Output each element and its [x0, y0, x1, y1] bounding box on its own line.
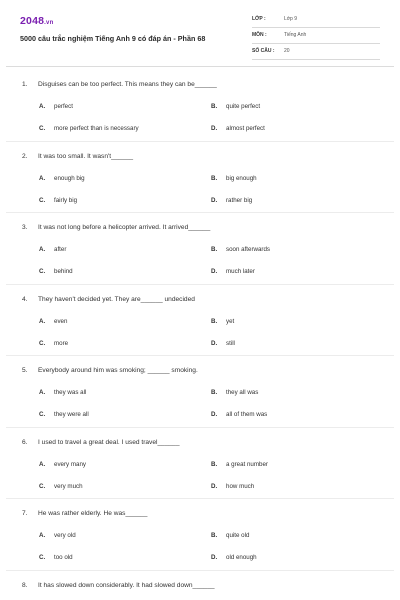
option-b[interactable]: [211, 318, 234, 325]
question-3: [0, 213, 400, 285]
option-letter: C.: [39, 196, 46, 204]
option-letter: C.: [39, 125, 46, 132]
option-c[interactable]: [39, 197, 77, 204]
question-prompt: Disguises can be too perfect. This means they can be______: [38, 81, 217, 88]
option-text: yet: [226, 317, 235, 325]
option-text: much later: [226, 268, 255, 275]
option-letter: D.: [211, 196, 218, 204]
option-letter: B.: [211, 246, 218, 253]
worksheet-header: [0, 0, 400, 66]
option-letter: C.: [39, 554, 46, 561]
option-letter: A.: [39, 246, 46, 253]
option-a[interactable]: [39, 532, 76, 539]
question-text: [22, 439, 180, 446]
option-b[interactable]: [211, 389, 258, 396]
option-d[interactable]: [211, 340, 235, 347]
option-letter: C.: [39, 339, 46, 347]
option-d[interactable]: [211, 197, 252, 204]
option-text: almost perfect: [226, 125, 265, 132]
option-d[interactable]: [211, 268, 255, 275]
option-d[interactable]: [211, 483, 254, 490]
option-letter: D.: [211, 339, 218, 347]
option-letter: A.: [39, 317, 46, 325]
option-letter: D.: [211, 554, 218, 561]
option-text: very old: [54, 532, 76, 539]
option-d[interactable]: [211, 554, 257, 561]
option-letter: B.: [211, 103, 218, 110]
question-4: [0, 285, 400, 357]
option-letter: B.: [211, 532, 218, 539]
option-letter: C.: [39, 268, 46, 275]
option-a[interactable]: [39, 246, 66, 253]
option-a[interactable]: [39, 389, 86, 396]
meta-label: SỐ CÂU :: [252, 48, 275, 54]
option-letter: D.: [211, 268, 218, 275]
question-number: 3.: [22, 224, 28, 231]
option-text: enough big: [54, 174, 85, 182]
meta-label: MÔN :: [252, 32, 267, 38]
meta-row-class: [252, 14, 380, 28]
option-text: soon afterwards: [226, 246, 271, 253]
option-text: perfect: [54, 103, 73, 110]
option-letter: C.: [39, 482, 46, 490]
option-b[interactable]: [211, 246, 270, 253]
option-b[interactable]: [211, 175, 257, 182]
option-text: even: [54, 317, 68, 325]
question-2: [0, 142, 400, 214]
option-text: a great number: [226, 460, 268, 468]
question-number: 4.: [22, 295, 28, 303]
question-number: 2.: [22, 152, 28, 160]
question-number: 6.: [22, 438, 28, 446]
header-divider: [6, 66, 394, 67]
question-prompt: It was not long before a helicopter arrived. It arrived______: [38, 224, 211, 231]
option-letter: B.: [211, 174, 218, 182]
option-d[interactable]: [211, 411, 267, 418]
option-text: more perfect than is necessary: [54, 125, 139, 132]
option-letter: B.: [211, 460, 218, 468]
option-a[interactable]: [39, 175, 85, 182]
option-c[interactable]: [39, 411, 89, 418]
option-c[interactable]: [39, 125, 139, 132]
option-text: they all was: [226, 389, 259, 396]
option-a[interactable]: [39, 318, 67, 325]
option-b[interactable]: [211, 461, 268, 468]
question-prompt: It was too small. It wasn't______: [38, 152, 134, 160]
meta-label: LỚP :: [252, 16, 266, 22]
question-prompt: Everybody around him was smoking; ______ smoking.: [38, 367, 198, 374]
option-text: very much: [54, 482, 83, 490]
option-text: they were all: [54, 411, 89, 418]
option-c[interactable]: [39, 483, 83, 490]
option-letter: A.: [39, 103, 46, 110]
option-letter: D.: [211, 411, 218, 418]
question-number: 1.: [22, 81, 28, 88]
option-text: too old: [54, 554, 73, 561]
option-text: after: [54, 246, 67, 253]
question-number: 7.: [22, 510, 28, 517]
option-b[interactable]: [211, 532, 249, 539]
option-b[interactable]: [211, 103, 260, 110]
question-5: [0, 356, 400, 428]
question-text: [22, 510, 147, 517]
question-text: [22, 367, 198, 374]
question-1: [0, 70, 400, 142]
question-8: [0, 571, 400, 600]
logo-suffix: .vn: [44, 20, 54, 26]
option-text: big enough: [226, 174, 257, 182]
question-6: [0, 428, 400, 500]
option-letter: B.: [211, 317, 218, 325]
option-text: old enough: [226, 554, 257, 561]
option-text: how much: [226, 482, 255, 490]
meta-info: [252, 14, 380, 62]
question-text: [22, 153, 133, 160]
document-title: 5000 câu trắc nghiệm Tiếng Anh 9 có đáp án - Phần 68: [20, 34, 206, 43]
meta-row-count: [252, 46, 380, 60]
question-prompt: They haven't decided yet. They are______ undecided: [38, 295, 195, 303]
question-7: [0, 499, 400, 571]
question-text: [22, 296, 195, 303]
question-list: [0, 70, 400, 600]
question-text: [22, 81, 217, 88]
meta-value: Lớp 9: [284, 16, 298, 22]
question-prompt: He was rather elderly. He was______: [38, 510, 148, 517]
option-c[interactable]: [39, 554, 73, 561]
option-letter: D.: [211, 125, 218, 132]
meta-value: 20: [284, 48, 290, 54]
option-text: behind: [54, 268, 73, 275]
question-prompt: I used to travel a great deal. I used travel______: [38, 438, 180, 446]
option-letter: B.: [211, 389, 218, 396]
option-text: still: [226, 339, 235, 347]
option-text: fairly big: [54, 196, 78, 204]
option-letter: A.: [39, 532, 46, 539]
option-text: quite old: [226, 532, 250, 539]
option-text: they was all: [54, 389, 87, 396]
option-c[interactable]: [39, 340, 68, 347]
option-d[interactable]: [211, 125, 265, 132]
option-a[interactable]: [39, 103, 73, 110]
option-text: rather big: [226, 196, 253, 204]
option-text: every many: [54, 460, 86, 468]
option-c[interactable]: [39, 268, 73, 275]
option-letter: A.: [39, 460, 46, 468]
meta-row-subject: [252, 30, 380, 44]
meta-value: Tiếng Anh: [284, 32, 307, 38]
option-letter: A.: [39, 389, 46, 396]
option-letter: C.: [39, 411, 46, 418]
question-text: [22, 582, 215, 589]
option-a[interactable]: [39, 461, 86, 468]
option-text: quite perfect: [226, 103, 261, 110]
option-letter: A.: [39, 174, 46, 182]
question-prompt: It has slowed down considerably. It had slowed down______: [38, 581, 215, 589]
logo-text: 2048: [20, 15, 45, 27]
option-letter: D.: [211, 482, 218, 490]
option-text: more: [54, 339, 69, 347]
option-text: all of them was: [226, 411, 268, 418]
question-number: 5.: [22, 367, 28, 374]
site-logo[interactable]: [20, 15, 53, 27]
question-text: [22, 224, 210, 231]
question-number: 8.: [22, 581, 28, 589]
